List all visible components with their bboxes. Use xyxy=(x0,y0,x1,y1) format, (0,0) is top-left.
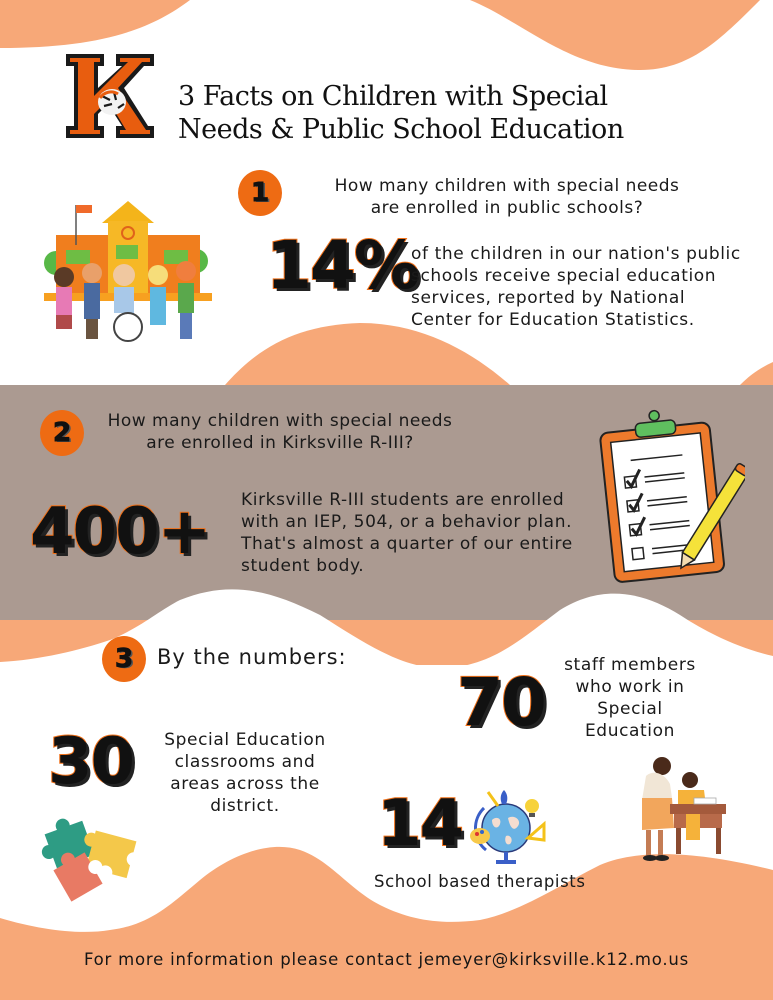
fact-2-question-line-2: are enrolled in Kirksville R-III? xyxy=(146,433,414,453)
fact-1-description-line: of the children in our nation's public xyxy=(411,244,741,264)
fact-2-stat: 400+ xyxy=(30,495,210,569)
puzzle-pieces-icon xyxy=(38,815,146,905)
fact-1-description-line: Center for Education Statistics. xyxy=(411,310,695,330)
fact-1-question xyxy=(292,175,722,219)
stat-70-description xyxy=(545,654,715,742)
stat-70-value: 70 xyxy=(457,664,545,741)
fact-1-stat: 14% xyxy=(266,227,418,304)
globe-school-supplies-icon xyxy=(466,788,548,868)
fact-1-badge xyxy=(238,170,282,216)
stat-70-line: Special xyxy=(597,699,663,719)
stat-14-description: School based therapists xyxy=(374,872,586,891)
contact-footer: For more information please contact jemeyer@kirksville.k12.mo.us xyxy=(83,950,690,969)
stat-70-line: staff members xyxy=(564,655,696,675)
fact-2-description xyxy=(241,489,573,577)
stat-30-value: 30 xyxy=(48,725,134,799)
fact-2-question xyxy=(90,410,470,454)
fact-3-number: 3 xyxy=(114,644,134,674)
fact-3-heading: By the numbers: xyxy=(157,645,347,669)
fact-1-description-line: schools receive special education xyxy=(411,266,717,286)
stat-14-value: 14 xyxy=(377,787,463,861)
fact-2-question-line-1: How many children with special needs xyxy=(107,411,453,431)
fact-1-question-line-2: are enrolled in public schools? xyxy=(370,198,644,218)
kirksville-logo xyxy=(64,52,156,140)
school-children-icon xyxy=(36,195,218,355)
stat-30-line: classrooms and xyxy=(174,752,316,772)
fact-1-description xyxy=(411,243,741,331)
fact-1-description-line: services, reported by National xyxy=(411,288,686,308)
fact-1-number: 1 xyxy=(250,178,270,208)
stat-30-line: areas across the xyxy=(170,774,320,794)
fact-1-question-line-1: How many children with special needs xyxy=(334,176,680,196)
title-line-2: Needs & Public School Education xyxy=(178,114,624,145)
fact-2-description-line: student body. xyxy=(241,556,365,576)
clipboard-checklist-icon xyxy=(595,405,745,585)
fact-2-description-line: with an IEP, 504, or a behavior plan. xyxy=(241,512,573,532)
stat-70-line: who work in xyxy=(575,677,685,697)
fact-3-badge xyxy=(102,636,146,682)
stat-30-line: Special Education xyxy=(164,730,326,750)
fact-2-badge xyxy=(40,410,84,456)
stat-30-description xyxy=(150,729,340,817)
fact-2-number: 2 xyxy=(52,418,72,448)
page-title xyxy=(178,80,624,146)
stat-70-line: Education xyxy=(584,721,676,741)
tiger-k-logo-icon xyxy=(64,52,156,140)
teacher-student-icon xyxy=(628,756,728,866)
fact-2-description-line: Kirksville R-III students are enrolled xyxy=(241,490,565,510)
fact-2-description-line: That's almost a quarter of our entire xyxy=(241,534,573,554)
title-line-1: 3 Facts on Children with Special xyxy=(178,81,608,112)
stat-30-line: district. xyxy=(210,796,280,816)
